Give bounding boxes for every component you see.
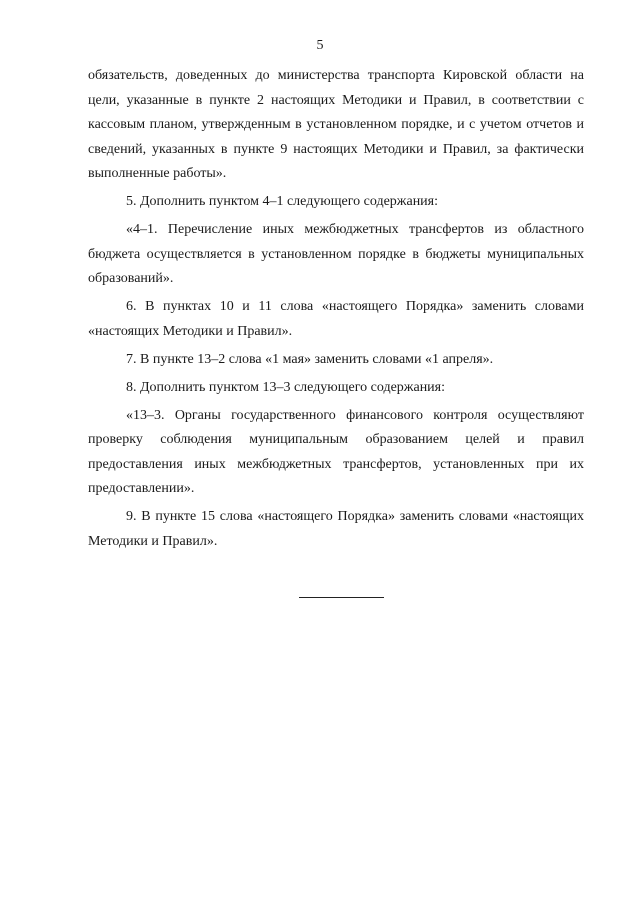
end-separator-line xyxy=(299,597,384,598)
document-body xyxy=(88,64,584,558)
paragraph-item-7: 7. В пункте 13–2 слова «1 мая» заменить словами «1 апреля». xyxy=(126,351,494,367)
paragraph-quote-13-3: «13–3. Органы государственного финансового контроля осуществляют проверку соблюдения муниципальным образованием целей и правил предоставления иных межбюджетных трансфертов, установленных при их предоставлении». xyxy=(88,407,584,496)
paragraph-item-5: 5. Дополнить пунктом 4–1 следующего содержания: xyxy=(126,194,439,209)
paragraph-continuation: обязательств, доведенных до министерства транспорта Кировской области на цели, указанные в пункте 2 настоящих Методики и Правил, в соответствии с кассовым планом, утвержденным в установленном порядке, и с учетом отчетов и сведений, указанных в пункте 9 настоящих Методики и Правил, за фактически выполненные работы». xyxy=(88,68,584,181)
paragraph-item-6: 6. В пунктах 10 и 11 слова «настоящего Порядка» заменить словами «настоящих Методики и Правил». xyxy=(88,299,584,339)
paragraph-item-8: 8. Дополнить пунктом 13–3 следующего содержания: xyxy=(126,379,446,395)
paragraph-quote-4-1: «4–1. Перечисление иных межбюджетных трансфертов из областного бюджета осуществляется в установленном порядке в бюджеты муниципальных образований». xyxy=(88,222,584,286)
paragraph-item-9: 9. В пункте 15 слова «настоящего Порядка» заменить словами «настоящих Методики и Правил». xyxy=(88,509,584,549)
page-number: 5 xyxy=(316,38,324,53)
